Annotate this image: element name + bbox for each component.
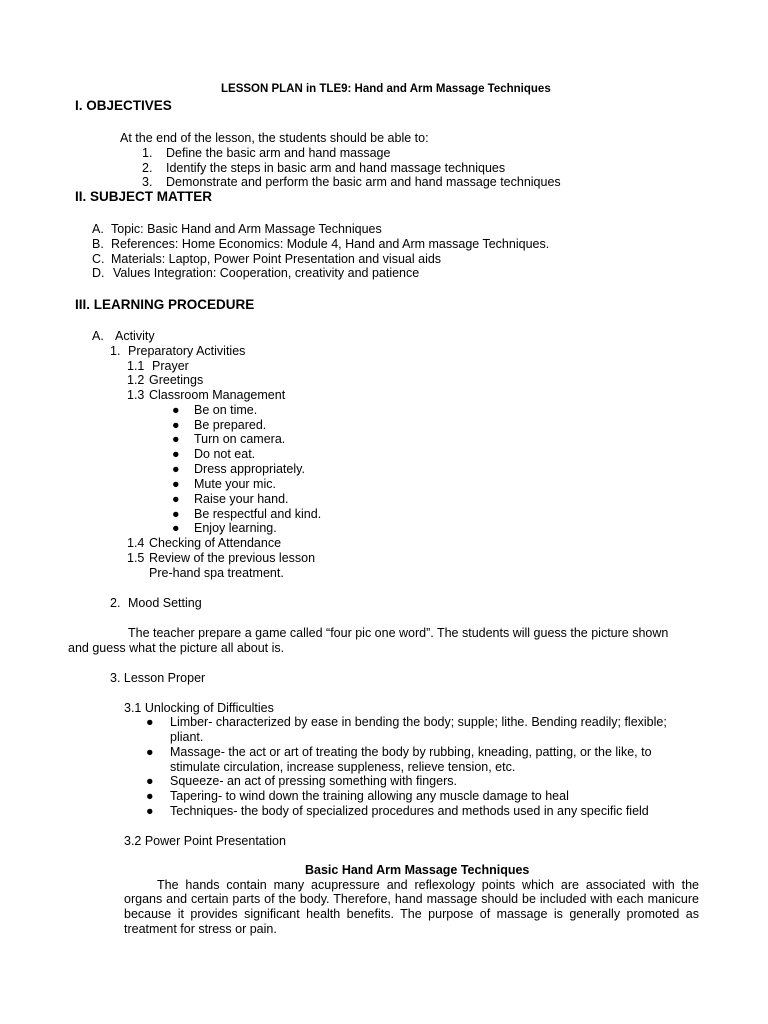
review-label: Review of the previous lesson: [149, 551, 316, 565]
attendance-number: 1.4: [127, 536, 145, 550]
bullet-icon: ●: [172, 432, 180, 446]
prayer-number: 1.1: [127, 359, 145, 373]
lesson-proper-label: 3. Lesson Proper: [110, 671, 206, 685]
rule-item: Be on time.: [194, 403, 258, 417]
activity-letter: A.: [92, 329, 104, 343]
greetings-number: 1.2: [127, 373, 145, 387]
subject-item: Materials: Laptop, Power Point Presentation and visual aids: [111, 252, 442, 266]
mood-number: 2.: [110, 596, 121, 610]
preparatory-label: Preparatory Activities: [128, 344, 246, 358]
bullet-icon: ●: [146, 715, 154, 729]
bullet-icon: ●: [172, 403, 180, 417]
bullet-icon: ●: [172, 462, 180, 476]
bullet-icon: ●: [172, 477, 180, 491]
attendance-label: Checking of Attendance: [149, 536, 282, 550]
ppt-label: 3.2 Power Point Presentation: [124, 834, 286, 848]
bullet-icon: ●: [146, 789, 154, 803]
unlocking-label: 3.1 Unlocking of Difficulties: [124, 701, 274, 715]
rule-item: Do not eat.: [194, 447, 256, 461]
rule-item: Mute your mic.: [194, 477, 276, 491]
ppt-paragraph-line: treatment for stress or pain.: [124, 922, 277, 936]
bullet-icon: ●: [172, 507, 180, 521]
bullet-icon: ●: [146, 774, 154, 788]
mood-paragraph-line: The teacher prepare a game called “four pic one word”. The students will guess the picture shown: [128, 626, 669, 640]
bullet-icon: ●: [146, 745, 154, 759]
greetings-label: Greetings: [149, 373, 204, 387]
subject-item: References: Home Economics: Module 4, Hand and Arm massage Techniques.: [111, 237, 550, 251]
objective-item: Identify the steps in basic arm and hand massage techniques: [166, 161, 506, 175]
objective-number: 2.: [142, 161, 153, 175]
objective-item: Demonstrate and perform the basic arm and hand massage techniques: [166, 175, 561, 189]
subject-letter: B.: [92, 237, 104, 251]
bullet-icon: ●: [172, 447, 180, 461]
rule-item: Dress appropriately.: [194, 462, 305, 476]
ppt-paragraph-line: because it provides significant health benefits. The purpose of massage is generally promoted as: [124, 907, 699, 921]
objectives-heading: I. OBJECTIVES: [75, 98, 172, 113]
subject-item: Topic: Basic Hand and Arm Massage Techniques: [111, 222, 382, 236]
term-line: Tapering- to wind down the training allowing any muscle damage to heal: [170, 789, 569, 803]
term-line: Techniques- the body of specialized procedures and methods used in any specific field: [170, 804, 649, 818]
rule-item: Turn on camera.: [194, 432, 286, 446]
ppt-paragraph-line: The hands contain many acupressure and reflexology points which are associated with the: [157, 878, 699, 892]
objective-item: Define the basic arm and hand massage: [166, 146, 391, 160]
bullet-icon: ●: [172, 418, 180, 432]
learning-procedure-heading: III. LEARNING PROCEDURE: [75, 297, 255, 312]
objectives-intro: At the end of the lesson, the students should be able to:: [120, 131, 429, 145]
prayer-label: Prayer: [152, 359, 189, 373]
mood-label: Mood Setting: [128, 596, 202, 610]
ppt-paragraph-line: organs and certain parts of the body. Therefore, hand massage should be included with each manicure: [124, 892, 699, 906]
bullet-icon: ●: [172, 492, 180, 506]
mood-paragraph-line: and guess what the picture all about is.: [68, 641, 285, 655]
bullet-icon: ●: [146, 804, 154, 818]
subject-letter: A.: [92, 222, 104, 236]
preparatory-number: 1.: [110, 344, 121, 358]
term-line: stimulate circulation, increase suppleness, relieve tension, etc.: [170, 760, 516, 774]
document-title: LESSON PLAN in TLE9: Hand and Arm Massage Techniques: [221, 83, 551, 95]
bullet-icon: ●: [172, 521, 180, 535]
review-number: 1.5: [127, 551, 145, 565]
review-detail: Pre-hand spa treatment.: [149, 566, 284, 580]
ppt-title: Basic Hand Arm Massage Techniques: [305, 863, 530, 877]
rule-item: Be prepared.: [194, 418, 267, 432]
subject-item: Values Integration: Cooperation, creativity and patience: [113, 266, 420, 280]
rule-item: Raise your hand.: [194, 492, 289, 506]
term-line: pliant.: [170, 730, 204, 744]
term-line: Squeeze- an act of pressing something with fingers.: [170, 774, 457, 788]
rule-item: Enjoy learning.: [194, 521, 277, 535]
subject-letter: C.: [92, 252, 105, 266]
classroom-label: Classroom Management: [149, 388, 286, 402]
term-line: Limber- characterized by ease in bending the body; supple; lithe. Bending readily; flexible;: [170, 715, 667, 729]
rule-item: Be respectful and kind.: [194, 507, 322, 521]
activity-label: Activity: [115, 329, 155, 343]
term-line: Massage- the act or art of treating the body by rubbing, kneading, patting, or the like, to: [170, 745, 652, 759]
subject-matter-heading: II. SUBJECT MATTER: [75, 189, 213, 204]
classroom-number: 1.3: [127, 388, 145, 402]
subject-letter: D.: [92, 266, 105, 280]
objective-number: 1.: [142, 146, 153, 160]
objective-number: 3.: [142, 175, 153, 189]
